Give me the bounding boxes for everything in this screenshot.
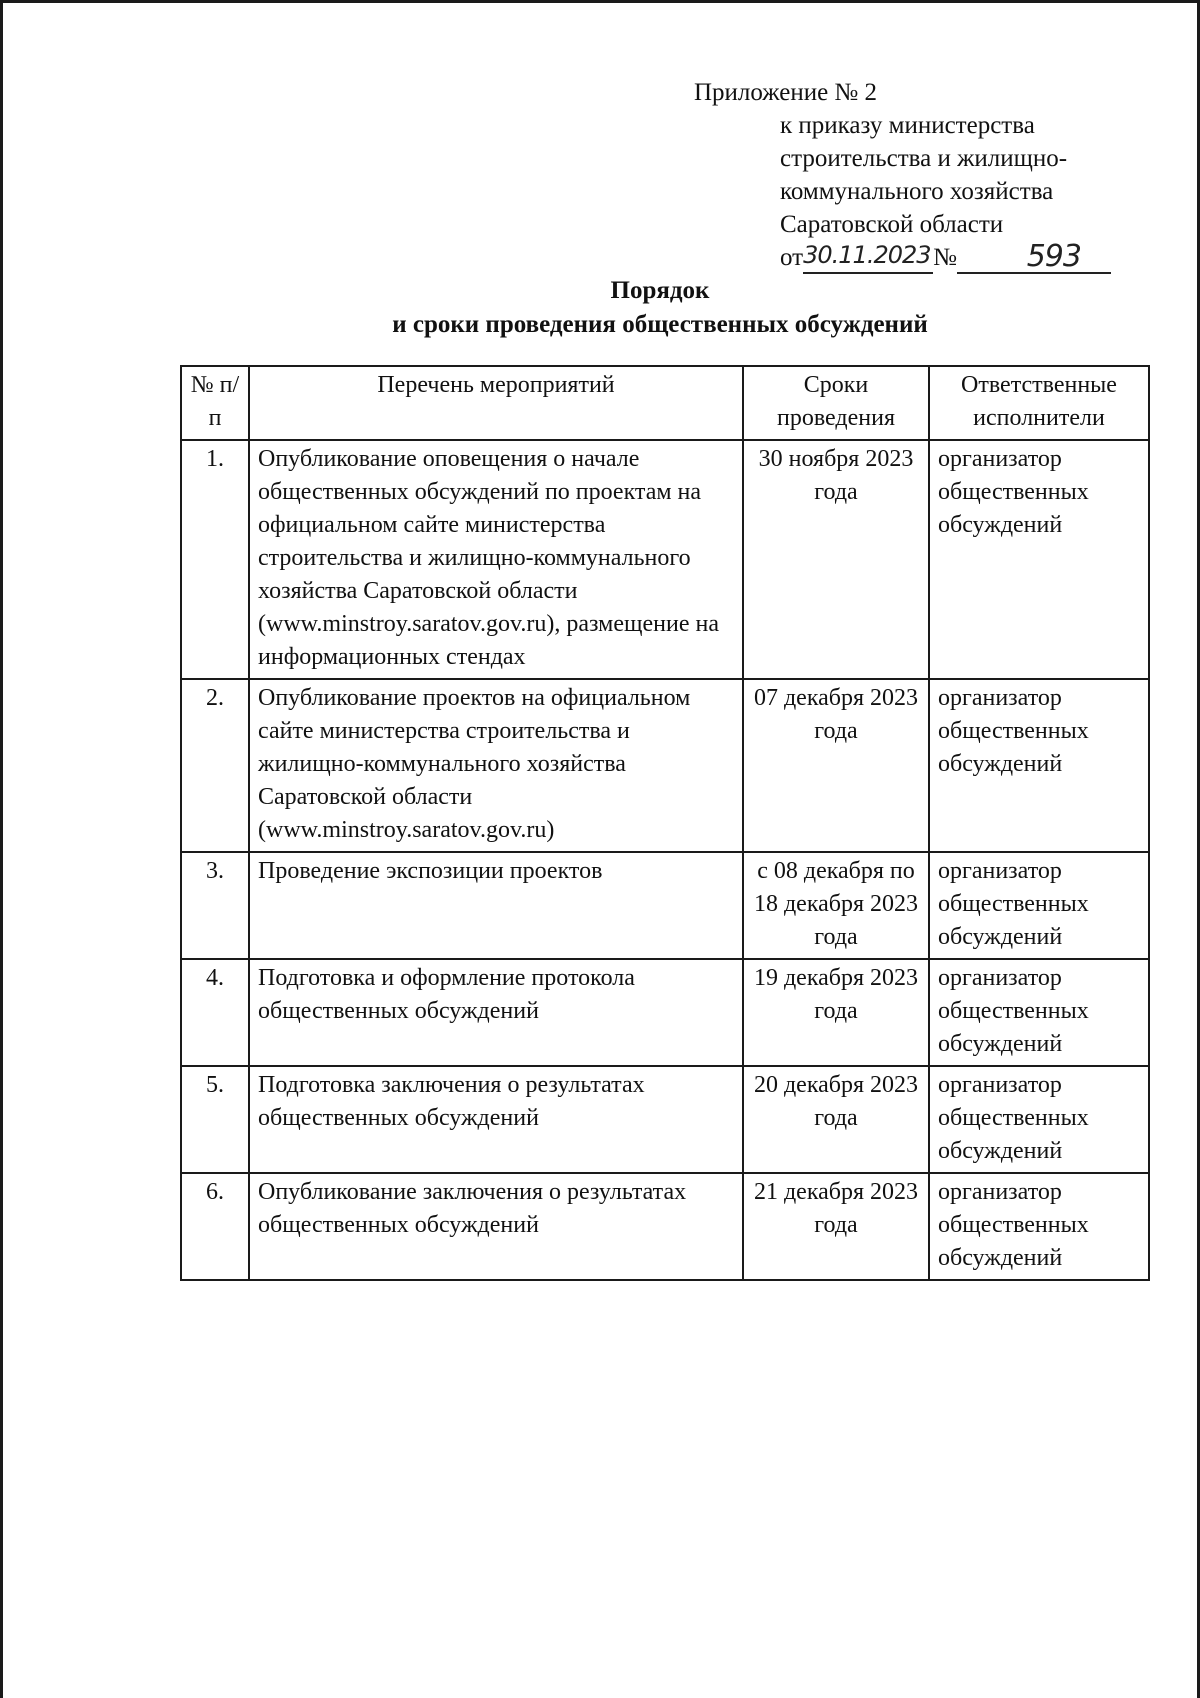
table-row [181,852,1149,959]
header-responsible: Ответственные исполнители [929,366,1149,440]
title-line-1: Порядок [610,277,710,304]
row-number: 6. [181,1173,249,1280]
title-line-2: и сроки проведения общественных обсуждений [392,311,928,338]
appendix-line: Саратовской области [780,211,1004,238]
order-date-field [803,242,933,274]
scan-border-top [0,0,1200,3]
row-responsible: организатор общественных обсуждений [929,852,1149,959]
number-label: № [933,244,957,271]
row-date: 20 декабря 2023 года [743,1066,929,1173]
row-activity: Подготовка заключения о результатах общественных обсуждений [249,1066,743,1173]
row-activity: Опубликование проектов на официальном сайте министерства строительства и жилищно-коммунального хозяйства Саратовской области (www.minstroy.saratov.gov.ru) [249,679,743,852]
order-reference [694,241,1111,274]
header-number: № п/п [181,366,249,440]
row-date: 07 декабря 2023 года [743,679,929,852]
table-row [181,440,1149,679]
row-date: с 08 декабря по 18 декабря 2023 года [743,852,929,959]
table-row [181,1066,1149,1173]
scan-border-left [0,0,3,1698]
order-number-field: 593 [957,244,1111,274]
row-number: 4. [181,959,249,1066]
appendix-title: Приложение № 2 [694,79,878,106]
document-title [0,274,1200,342]
row-date: 30 ноября 2023 года [743,440,929,679]
row-responsible: организатор общественных обсуждений [929,959,1149,1066]
header-dates: Сроки проведения [743,366,929,440]
appendix-line: коммунального хозяйства [780,178,1054,205]
row-responsible: организатор общественных обсуждений [929,440,1149,679]
table-row [181,679,1149,852]
table-header-row [181,366,1149,440]
appendix-line: к приказу министерства [780,112,1035,139]
row-number: 5. [181,1066,249,1173]
row-responsible: организатор общественных обсуждений [929,679,1149,852]
schedule-table [180,365,1150,1281]
table-row [181,1173,1149,1280]
row-number: 3. [181,852,249,959]
row-number: 1. [181,440,249,679]
row-responsible: организатор общественных обсуждений [929,1066,1149,1173]
table-row [181,959,1149,1066]
row-responsible: организатор общественных обсуждений [929,1173,1149,1280]
row-activity: Подготовка и оформление протокола общественных обсуждений [249,959,743,1066]
row-activity: Проведение экспозиции проектов [249,852,743,959]
row-date: 21 декабря 2023 года [743,1173,929,1280]
row-number: 2. [181,679,249,852]
from-label: от [780,244,804,271]
header-activity: Перечень мероприятий [249,366,743,440]
appendix-line: строительства и жилищно- [780,145,1068,172]
row-date: 19 декабря 2023 года [743,959,929,1066]
row-activity: Опубликование оповещения о начале общественных обсуждений по проектам на официальном сайте министерства строительства и жилищно-коммунального хозяйства Саратовской области (www.minstroy.saratov.gov.ru), размещение на информационных стендах [249,440,743,679]
row-activity: Опубликование заключения о результатах общественных обсуждений [249,1173,743,1280]
handwritten-date: 30.11.2023 [803,241,931,269]
appendix-header [694,76,1111,274]
